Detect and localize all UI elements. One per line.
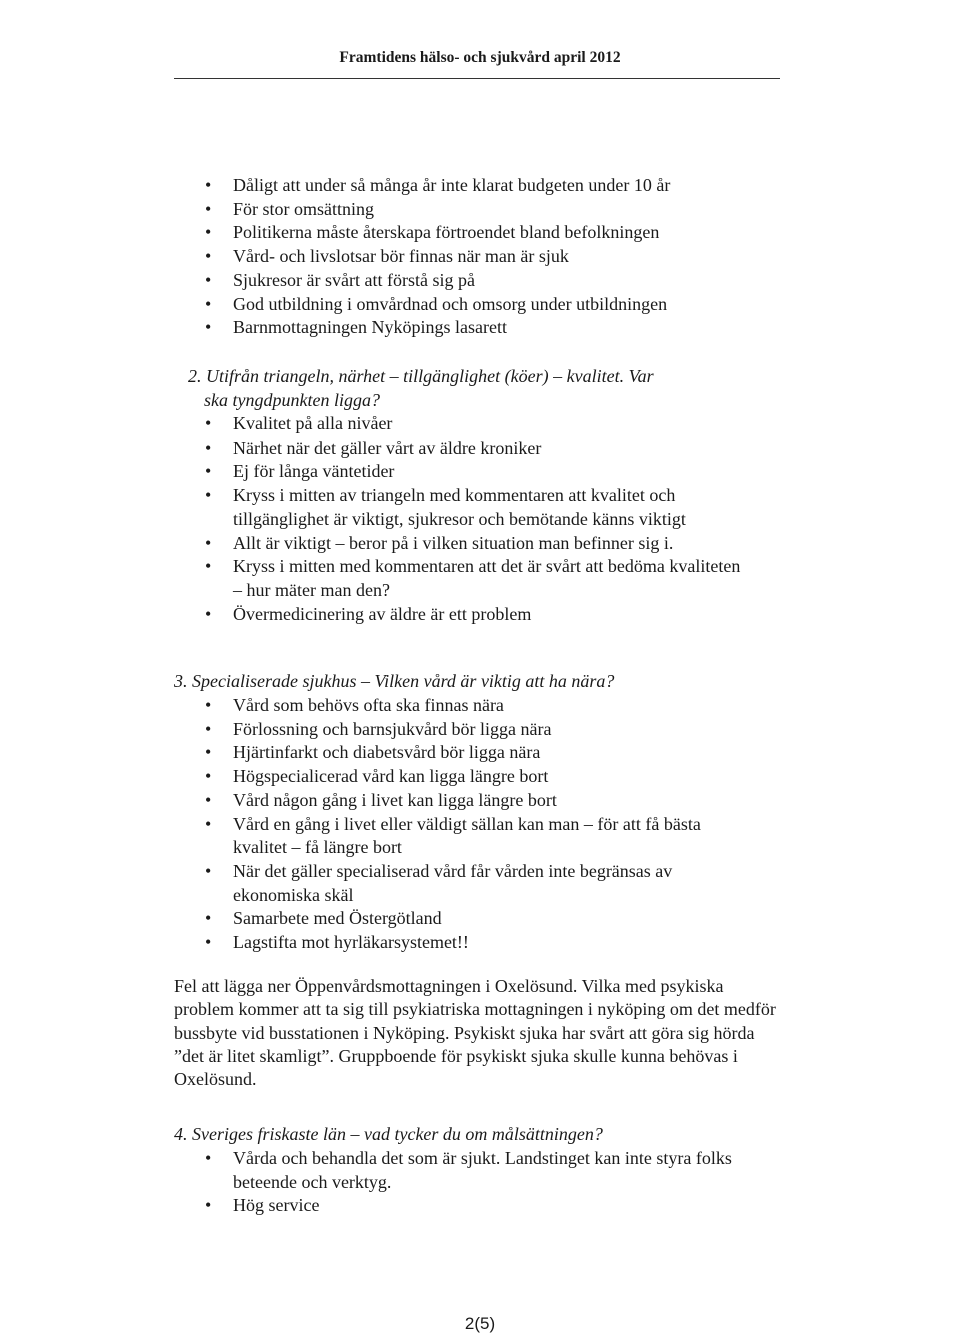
body-paragraph: Fel att lägga ner Öppenvårdsmottagningen i Oxelösund. Vilka med psykiska problem kommer att ta sig till psykiatriska mottagningen i nyköping om det medför bussbyte vid busstationen i Nyköping. Psykiskt sjuka har svårt att göra sig hörda ”det är litet skamligt”. Gruppboende för psykiskt sjuka skulle kunna behövas i Oxelösund. — [174, 976, 776, 1090]
list-item: • Hög service — [233, 1194, 753, 1218]
list-item: • Vård- och livslotsar bör finnas när man är sjuk — [233, 245, 753, 269]
list-item: • För stor omsättning — [233, 198, 753, 222]
list-item: • Vård som behövs ofta ska finnas nära — [233, 694, 753, 718]
page-number: 2(5) — [464, 1314, 496, 1333]
list-item: • Närhet när det gäller vårt av äldre kroniker — [233, 437, 743, 461]
list-item: • Lagstifta mot hyrläkarsystemet!! — [233, 931, 753, 955]
section-1 — [233, 174, 753, 340]
section-2-list — [233, 412, 743, 626]
list-item: • Övermedicinering av äldre är ett problem — [233, 603, 743, 627]
section-3-heading: 3. Specialiserade sjukhus – Vilken vård är viktig att ha nära? — [174, 671, 615, 691]
section-2-heading — [188, 365, 748, 412]
list-item: • Vård någon gång i livet kan ligga längre bort — [233, 789, 753, 813]
section-2-heading-line-1: 2. Utifrån triangeln, närhet – tillgänglighet (köer) – kvalitet. Var — [188, 366, 654, 386]
section-3 — [233, 694, 753, 955]
list-item: • Kvalitet på alla nivåer — [233, 412, 743, 436]
document-header-title: Framtidens hälso- och sjukvård april 2012 — [339, 49, 621, 66]
section-1-list — [233, 174, 753, 340]
section-4-list — [233, 1147, 753, 1218]
list-item: • Barnmottagningen Nyköpings lasarett — [233, 316, 753, 340]
section-4-heading: 4. Sveriges friskaste län – vad tycker du om målsättningen? — [174, 1124, 603, 1144]
section-2-heading-line-2: ska tyngdpunkten ligga? — [204, 389, 380, 410]
list-item: • Samarbete med Östergötland — [233, 907, 753, 931]
header-rule — [174, 78, 780, 79]
list-item: • Ej för långa väntetider — [233, 460, 743, 484]
list-item: • Kryss i mitten av triangeln med kommentaren att kvalitet och tillgänglighet är viktigt, sjukresor och bemötande känns viktigt — [233, 484, 743, 531]
section-3-list — [233, 694, 753, 955]
list-item: • God utbildning i omvårdnad och omsorg under utbildningen — [233, 293, 753, 317]
list-item: • Vårda och behandla det som är sjukt. Landstinget kan inte styra folks beteende och verktyg. — [233, 1147, 753, 1194]
list-item: • Förlossning och barnsjukvård bör ligga nära — [233, 718, 753, 742]
list-item: • Kryss i mitten med kommentaren att det är svårt att bedöma kvaliteten – hur mäter man den? — [233, 555, 743, 602]
list-item: • Högspecialicerad vård kan ligga längre bort — [233, 765, 753, 789]
list-item: • Allt är viktigt – beror på i vilken situation man befinner sig i. — [233, 532, 743, 556]
section-2 — [233, 412, 743, 626]
list-item: • Dåligt att under så många år inte klarat budgeten under 10 år — [233, 174, 753, 198]
list-item: • Politikerna måste återskapa förtroendet bland befolkningen — [233, 221, 753, 245]
section-4 — [233, 1147, 753, 1218]
list-item: • När det gäller specialiserad vård får vården inte begränsas av ekonomiska skäl — [233, 860, 753, 907]
list-item: • Hjärtinfarkt och diabetsvård bör ligga nära — [233, 741, 753, 765]
list-item: • Vård en gång i livet eller väldigt sällan kan man – för att få bästa kvalitet – få längre bort — [233, 813, 753, 860]
list-item: • Sjukresor är svårt att förstå sig på — [233, 269, 753, 293]
